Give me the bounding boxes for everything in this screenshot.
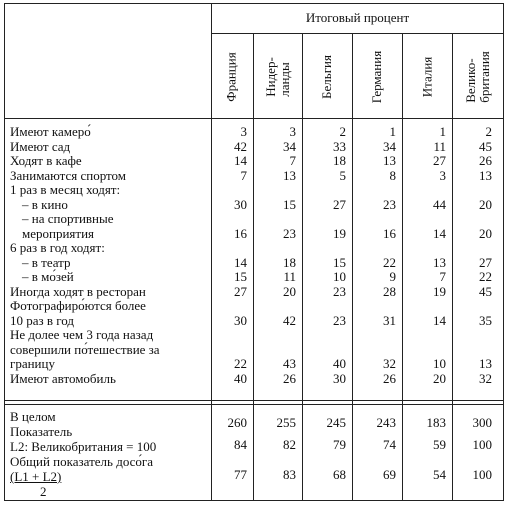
table-cell: 16 [234, 225, 247, 241]
table-cell: 33 [333, 138, 346, 154]
table-cell: 32 [479, 370, 492, 386]
table-cell: 7 [240, 167, 247, 183]
table-header-title: Итоговый процент [305, 10, 410, 25]
row-label: – в мо́зей [22, 269, 74, 284]
row-label: границу [10, 356, 55, 371]
table-cell: 13 [479, 356, 492, 371]
table-cell: 100 [472, 437, 492, 452]
table-cell: 43 [283, 356, 296, 371]
table-cell: 20 [283, 283, 296, 299]
table-cell: 27 [479, 254, 492, 270]
table-cell: 10 [333, 269, 346, 284]
row-label: Имеют автомобиль [10, 370, 116, 386]
table-cell: 245 [326, 415, 346, 430]
table-cell: 14 [234, 153, 247, 168]
table-cell: 5 [339, 167, 346, 183]
table-cell: 260 [227, 415, 247, 430]
table-cell: 26 [383, 370, 396, 386]
table-cell: 183 [426, 415, 446, 430]
table-cell: 28 [383, 283, 396, 299]
table-cell: 255 [276, 415, 296, 430]
table-cell: 8 [389, 167, 396, 183]
table-cell: 44 [433, 196, 446, 212]
column-header-line: Франция [224, 52, 239, 102]
table-cell: 84 [234, 437, 247, 452]
table-cell: 26 [283, 370, 296, 386]
table-cell: 7 [289, 153, 296, 168]
table-cell: 23 [333, 283, 346, 299]
column-header-line: британия [476, 51, 492, 103]
table-cell: 40 [333, 356, 346, 371]
table-cell: 100 [472, 467, 492, 482]
column-header [211, 36, 253, 118]
table-cell: 83 [283, 467, 296, 482]
table-cell: 35 [479, 312, 492, 328]
table-cell: 18 [333, 153, 346, 168]
row-label: Фотографиро́ются более [10, 298, 146, 313]
table-cell: 27 [234, 283, 247, 299]
column-header-line: Германия [369, 50, 384, 104]
total-separator-rule-2 [4, 404, 504, 405]
table-cell: 23 [383, 196, 396, 212]
row-label: (L1 + L2) [10, 469, 62, 484]
table-cell: 14 [433, 225, 446, 241]
table-cell: 1 [389, 124, 396, 139]
table-cell: 300 [472, 415, 492, 430]
row-label: L2: Великобритания = 100 [10, 439, 157, 454]
table-cell: 40 [234, 370, 247, 386]
table-cell: 26 [479, 153, 492, 168]
total-separator-rule [4, 400, 504, 401]
column-header-line: Италия [418, 56, 434, 98]
column-header [302, 36, 352, 118]
table-cell: 22 [234, 356, 247, 371]
column-header-line: Велико- [462, 58, 478, 103]
table-cell: 82 [283, 437, 296, 452]
table-cell: 45 [479, 283, 492, 299]
column-header-line: Бельгия [318, 55, 334, 99]
table-cell: 15 [283, 196, 296, 212]
row-label: Имеют сад [10, 138, 71, 154]
table-cell: 7 [439, 269, 446, 284]
table-cell: 15 [333, 254, 346, 270]
table-cell: 22 [479, 269, 492, 284]
table-cell: 22 [383, 254, 396, 270]
column-header [452, 36, 504, 118]
table-cell: 59 [433, 437, 446, 452]
row-label: – на спортивные [22, 211, 114, 226]
table-cell: 34 [383, 138, 396, 154]
table-cell: 23 [283, 225, 296, 241]
table-cell: 13 [433, 254, 446, 270]
table-cell: 2 [485, 124, 492, 139]
row-label: 1 раз в месяц ходят: [10, 182, 121, 197]
table-cell: 32 [383, 356, 396, 371]
header-bottom-rule [4, 118, 504, 119]
table-cell: 69 [383, 467, 396, 482]
column-header [352, 36, 402, 118]
table-cell: 11 [283, 269, 296, 284]
table-cell: 45 [479, 138, 492, 154]
row-label: 10 раз в год [10, 312, 75, 328]
row-label: Ходят в кафе [10, 153, 82, 168]
row-label: 2 [40, 484, 47, 499]
row-label: Иногда ходят в ресторан [10, 283, 146, 299]
table-cell: 19 [433, 283, 446, 299]
table-cell: 23 [333, 312, 346, 328]
table-cell: 77 [234, 467, 247, 482]
row-label: – в кино [22, 196, 68, 212]
table-cell: 2 [339, 124, 346, 139]
table-cell: 54 [433, 467, 446, 482]
row-label: Занимаются спортом [10, 167, 127, 183]
table-cell: 27 [433, 153, 446, 168]
table-cell: 14 [433, 312, 446, 328]
table-cell: 13 [283, 167, 296, 183]
table-cell: 31 [383, 312, 396, 328]
table-cell: 11 [433, 138, 446, 154]
row-label: мероприятия [22, 225, 95, 241]
table-cell: 1 [439, 124, 446, 139]
table-cell: 243 [376, 415, 396, 430]
table-cell: 30 [234, 196, 247, 212]
column-header-line: ланды [276, 62, 292, 97]
table-cell: 42 [234, 138, 247, 154]
table-cell: 9 [389, 269, 396, 284]
table-cell: 79 [333, 437, 346, 452]
table-cell: 68 [333, 467, 346, 482]
table-cell: 18 [283, 254, 296, 270]
table-cell: 15 [234, 269, 247, 284]
table-cell: 13 [479, 167, 492, 183]
table-cell: 16 [383, 225, 396, 241]
table-cell: 19 [333, 225, 346, 241]
table-cell: 30 [333, 370, 346, 386]
table-cell: 13 [383, 153, 396, 168]
row-label: Общий показатель досо́га [10, 454, 154, 469]
table-cell: 74 [383, 437, 396, 452]
row-label: 6 раз в год ходят: [10, 240, 105, 255]
table-cell: 27 [333, 196, 346, 212]
row-label: Показатель [10, 424, 73, 439]
header-rule [211, 33, 504, 34]
table-cell: 20 [479, 196, 492, 212]
row-label: совершили по́тешествие за [10, 341, 160, 357]
table-cell: 10 [433, 356, 446, 371]
table-cell: 14 [234, 254, 247, 270]
table-cell: 20 [479, 225, 492, 241]
row-label: – в театр [22, 254, 71, 270]
table-cell: 3 [289, 124, 296, 139]
row-label: Не долее чем 3 года назад [10, 327, 154, 342]
column-header [402, 36, 452, 118]
table-cell: 20 [433, 370, 446, 386]
column-header-line: Нидер- [262, 57, 278, 97]
row-label: Имеют камеро́ [10, 124, 91, 139]
table-cell: 30 [234, 312, 247, 328]
table-cell: 3 [240, 124, 247, 139]
table-cell: 42 [283, 312, 296, 328]
column-header [253, 36, 302, 118]
row-label: В целом [10, 409, 56, 424]
table-cell: 34 [283, 138, 296, 154]
table-cell: 3 [439, 167, 446, 183]
